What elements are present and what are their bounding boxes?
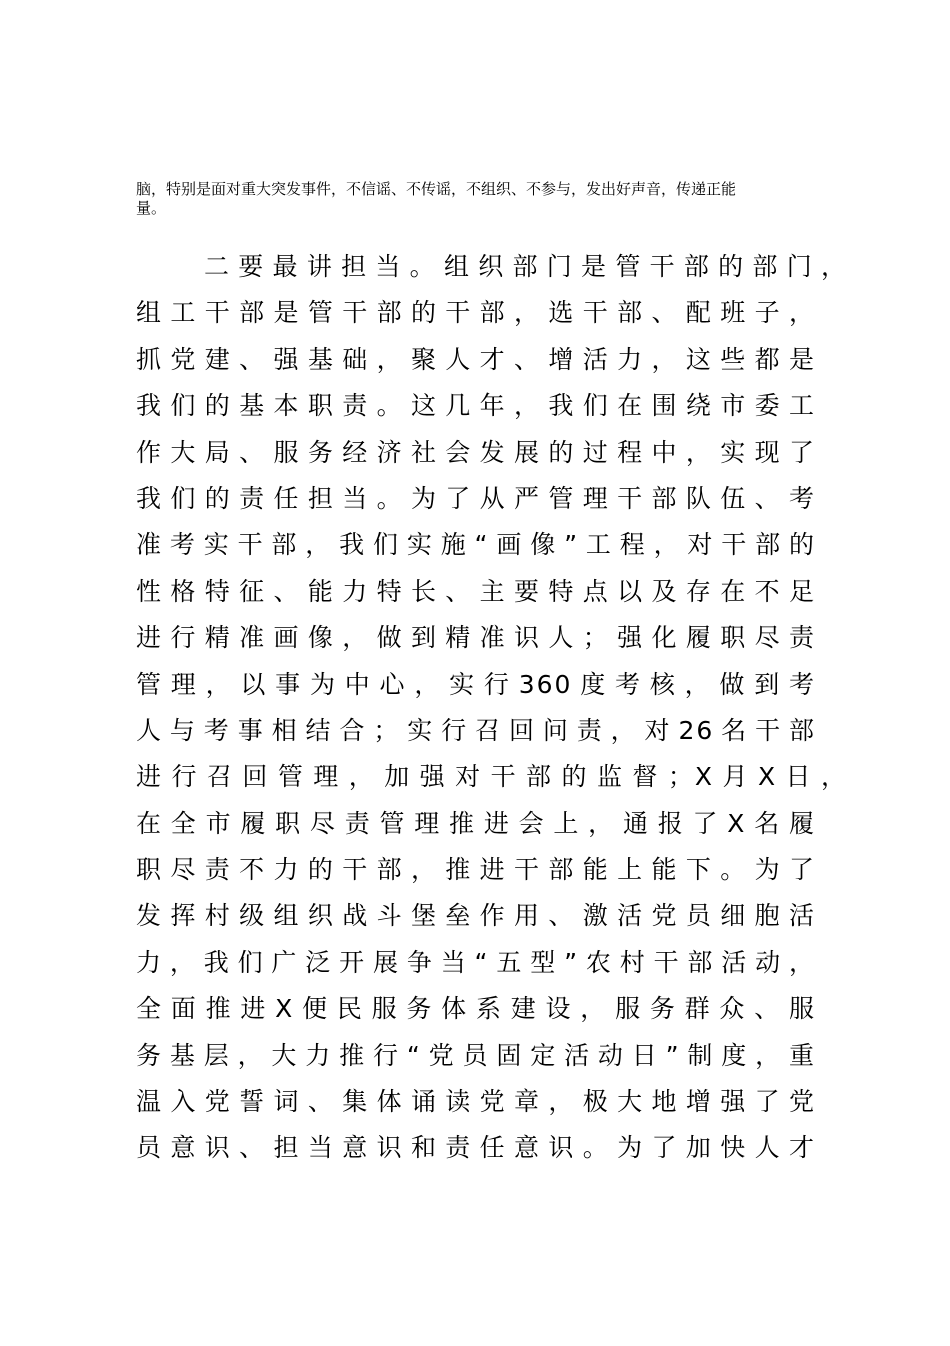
paragraph-line: 作大局、服务经济社会发展的过程中，实现了: [136, 437, 816, 467]
paragraph-line: 进行召回管理，加强对干部的监督；X月X日，: [136, 762, 848, 792]
paragraph-line: 务基层，大力推行“党员固定活动日”制度，重: [136, 1040, 816, 1070]
paragraph-line: 性格特征、能力特长、主要特点以及存在不足: [136, 576, 816, 606]
paragraph-responsibility: [136, 244, 856, 1172]
paragraph-line: 二要最讲担当。组织部门是管干部的部门，: [204, 252, 848, 281]
previous-paragraph: [136, 180, 836, 218]
paragraph-line: 准考实干部，我们实施“画像”工程，对干部的: [136, 530, 816, 560]
paragraph-line: 温入党誓词、集体诵读党章，极大地增强了党: [136, 1087, 816, 1117]
paragraph-line: 管理，以事为中心，实行360度考核，做到考: [136, 669, 816, 699]
paragraph-line: 进行精准画像，做到精准识人；强化履职尽责: [136, 623, 816, 653]
paragraph-line: 全面推进X便民服务体系建设，服务群众、服: [136, 994, 816, 1024]
paragraph-line: 我们的责任担当。为了从严管理干部队伍、考: [136, 483, 816, 513]
paragraph-line: 在全市履职尽责管理推进会上，通报了X名履: [136, 808, 816, 838]
previous-paragraph-line: 量。: [136, 199, 167, 217]
paragraph-line: 组工干部是管干部的干部，选干部、配班子，: [136, 298, 816, 328]
paragraph-line: 人与考事相结合；实行召回问责，对26名干部: [136, 715, 816, 745]
paragraph-line: 职尽责不力的干部，推进干部能上能下。为了: [136, 855, 816, 885]
previous-paragraph-line: 脑，特别是面对重大突发事件，不信谣、不传谣，不组织、不参与，发出好声音，传递正能: [136, 180, 737, 198]
paragraph-line: 发挥村级组织战斗堡垒作用、激活党员细胞活: [136, 901, 816, 931]
paragraph-line: 力，我们广泛开展争当“五型”农村干部活动，: [136, 947, 816, 977]
paragraph-line: 员意识、担当意识和责任意识。为了加快人才: [136, 1133, 816, 1163]
paragraph-line: 我们的基本职责。这几年，我们在围绕市委工: [136, 391, 816, 421]
paragraph-line: 抓党建、强基础，聚人才、增活力，这些都是: [136, 344, 816, 374]
